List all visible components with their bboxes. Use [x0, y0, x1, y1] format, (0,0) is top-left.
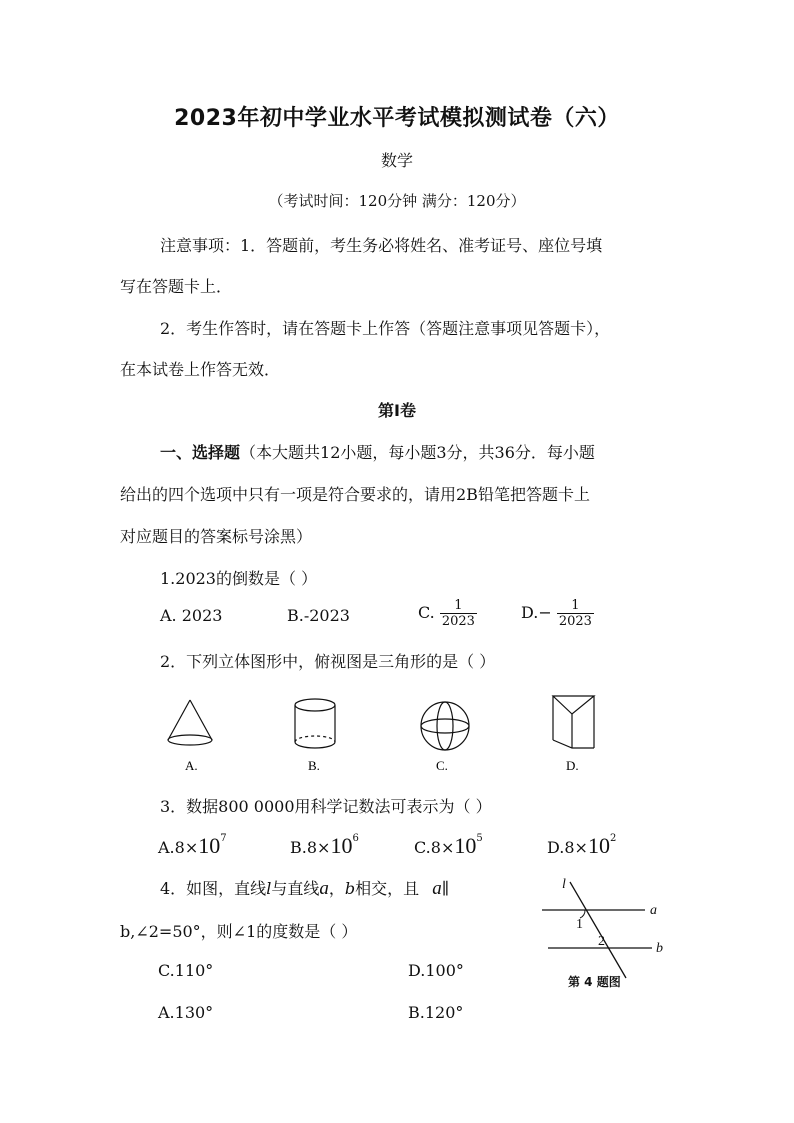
figure-label-l: l	[562, 877, 566, 892]
power-base: 10	[330, 833, 353, 858]
volume-title: 第Ⅰ卷	[378, 401, 416, 420]
cone-figure	[168, 700, 212, 745]
q4-figure	[530, 870, 680, 995]
q1-option-a: A. 2023	[160, 606, 223, 625]
paper-title: 2023年初中学业水平考试模拟测试卷（六）	[174, 106, 620, 131]
q1-option-c-fraction	[440, 598, 477, 629]
q3-option-d	[547, 833, 616, 859]
section-1-line-3: 对应题目的答案标号涂黑）	[120, 527, 313, 546]
power-exponent: 2	[609, 833, 617, 844]
figure-label-b: b	[656, 941, 663, 956]
triangular-prism-figure	[553, 696, 594, 748]
fraction-numerator: 1	[557, 598, 594, 614]
q1-option-c-prefix: C.	[418, 603, 435, 622]
q4-stem-text: ，	[328, 879, 345, 898]
q4-option-c: C.110°	[158, 961, 214, 980]
notice-line-3: 2．考生作答时，请在答题卡上作答（答题注意事项见答题卡），	[160, 319, 611, 338]
option-prefix: A.8×	[158, 838, 199, 857]
power-exponent: 6	[352, 833, 359, 844]
fraction-denominator: 2023	[558, 614, 592, 629]
cylinder-figure	[295, 699, 335, 748]
section-1-intro: （本大题共12小题，每小题3分，共36分．每小题	[240, 443, 595, 462]
q1-option-b: B.-2023	[287, 606, 350, 625]
q2-label-b: B.	[308, 758, 320, 773]
q2-solid-figures	[150, 688, 630, 780]
q4-stem-line-1	[160, 876, 449, 900]
section-1-line-1	[160, 440, 595, 463]
power-base: 10	[454, 833, 477, 858]
q4-stem-line-2: b,∠2=50°，则∠1的度数是（ ）	[120, 922, 358, 941]
power-exponent: 7	[220, 833, 227, 844]
q4-line-b: b	[344, 879, 356, 898]
q4-option-a: A.130°	[158, 1003, 214, 1022]
exam-time-info: （考试时间：120分钟 满分：120分）	[268, 192, 526, 210]
power-base: 10	[198, 833, 221, 858]
notice-line-4: 在本试卷上作答无效．	[120, 360, 281, 379]
q2-label-a: A.	[185, 758, 198, 773]
subject-label: 数学	[380, 151, 413, 170]
q4-line-a: a	[432, 878, 442, 899]
section-1-line-2: 给出的四个选项中只有一项是符合要求的，请用2B铅笔把答题卡上	[120, 485, 590, 504]
q2-label-d: D.	[566, 758, 579, 773]
power-exponent: 5	[476, 833, 483, 844]
q1-stem: 1.2023的倒数是（ ）	[160, 569, 318, 588]
q3-option-b	[290, 833, 359, 859]
q4-figure-caption: 第 4 题图	[568, 975, 621, 989]
power-base: 10	[587, 833, 610, 858]
sphere-figure	[421, 702, 469, 750]
q2-label-c: C.	[436, 758, 448, 773]
fraction-numerator: 1	[440, 598, 477, 614]
q3-option-c	[414, 833, 483, 859]
option-prefix: B.8×	[290, 838, 331, 857]
q4-option-d: D.100°	[408, 961, 464, 980]
option-prefix: D.8×	[547, 838, 588, 857]
q4-stem-text: 4．如图，直线	[160, 879, 267, 898]
figure-angle-1: 1	[576, 917, 583, 932]
option-prefix: C.8×	[414, 838, 455, 857]
notice-line-2: 写在答题卡上．	[120, 277, 233, 296]
q1-option-d-fraction	[557, 598, 594, 629]
q3-option-a	[158, 833, 227, 859]
q2-stem: 2．下列立体图形中，俯视图是三角形的是（ ）	[160, 652, 496, 671]
q4-stem-text: 相交，且	[355, 879, 420, 898]
section-1-heading: 一、选择题	[160, 443, 241, 462]
parallel-symbol: ∥	[441, 879, 450, 898]
notice-line-1: 注意事项：1．答题前，考生务必将姓名、准考证号、座位号填	[160, 236, 603, 255]
figure-angle-2: 2	[598, 934, 605, 949]
q3-stem: 3．数据800 0000用科学记数法可表示为（ ）	[160, 797, 492, 816]
q4-line-a: a	[319, 878, 329, 899]
q4-stem-text: 与直线	[271, 879, 320, 898]
q1-option-d-prefix: D.−	[521, 603, 552, 622]
q1-option-d	[521, 598, 594, 629]
q4-line-l: l	[266, 879, 272, 898]
q1-option-c	[418, 598, 477, 629]
fraction-denominator: 2023	[441, 614, 475, 629]
figure-label-a: a	[650, 903, 657, 918]
q4-option-b: B.120°	[408, 1003, 464, 1022]
